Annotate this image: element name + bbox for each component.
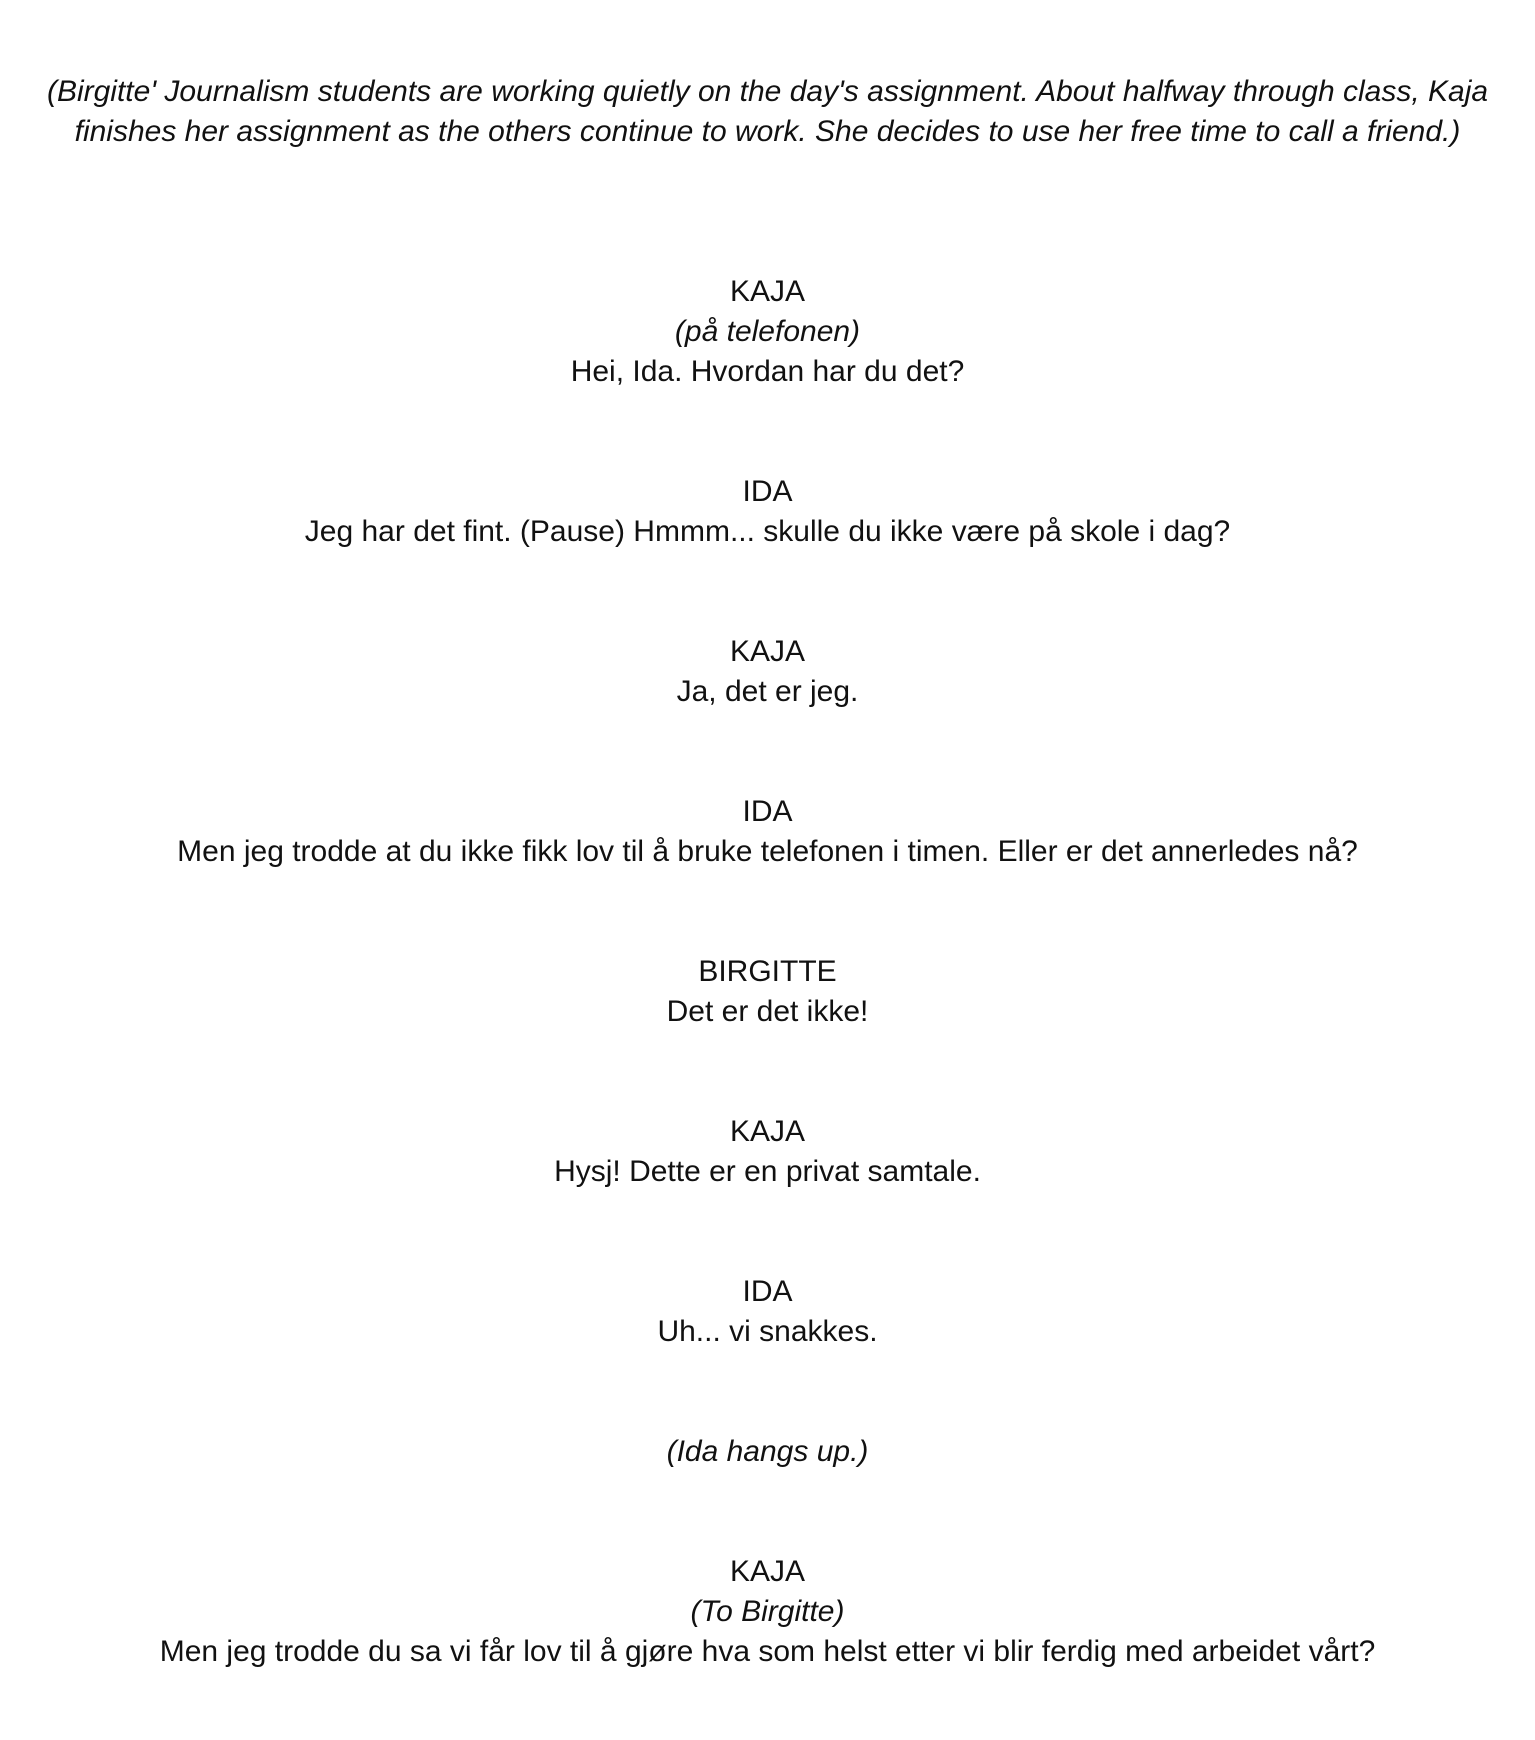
stage-direction: (Ida hangs up.) — [666, 1435, 869, 1468]
dialogue-line: Jeg har det fint. (Pause) Hmmm... skulle du ikke være på skole i dag? — [304, 515, 1231, 548]
speaker-name: KAJA — [729, 275, 806, 308]
speaker-name: IDA — [742, 1275, 793, 1308]
dialogue-line: Uh... vi snakkes. — [657, 1315, 878, 1348]
speaker-name: IDA — [742, 795, 793, 828]
parenthetical: (To Birgitte) — [690, 1595, 845, 1628]
dialogue-line: Men jeg trodde du sa vi får lov til å gjøre hva som helst etter vi blir ferdig med arbeidet vårt? — [159, 1635, 1376, 1668]
dialogue-line: Ja, det er jeg. — [676, 675, 859, 708]
speaker-name: KAJA — [729, 1115, 806, 1148]
opening-stage-direction: (Birgitte' Journalism students are working quietly on the day's assignment. About halfway through class, Kaja finishes her assignment as the others continue to work. She decides to use her free time to call a friend.) — [46, 75, 1489, 148]
dialogue-line: Hysj! Dette er en privat samtale. — [554, 1155, 981, 1188]
speaker-name: BIRGITTE — [698, 955, 837, 988]
speaker-name: IDA — [742, 475, 793, 508]
parenthetical: (på telefonen) — [674, 315, 861, 348]
dialogue-line: Men jeg trodde at du ikke fikk lov til å bruke telefonen i timen. Eller er det annerledes nå? — [177, 835, 1358, 868]
dialogue-line: Det er det ikke! — [666, 995, 869, 1028]
speaker-name: KAJA — [729, 635, 806, 668]
dialogue-line: Hei, Ida. Hvordan har du det? — [570, 355, 965, 388]
speaker-name: KAJA — [729, 1555, 806, 1588]
